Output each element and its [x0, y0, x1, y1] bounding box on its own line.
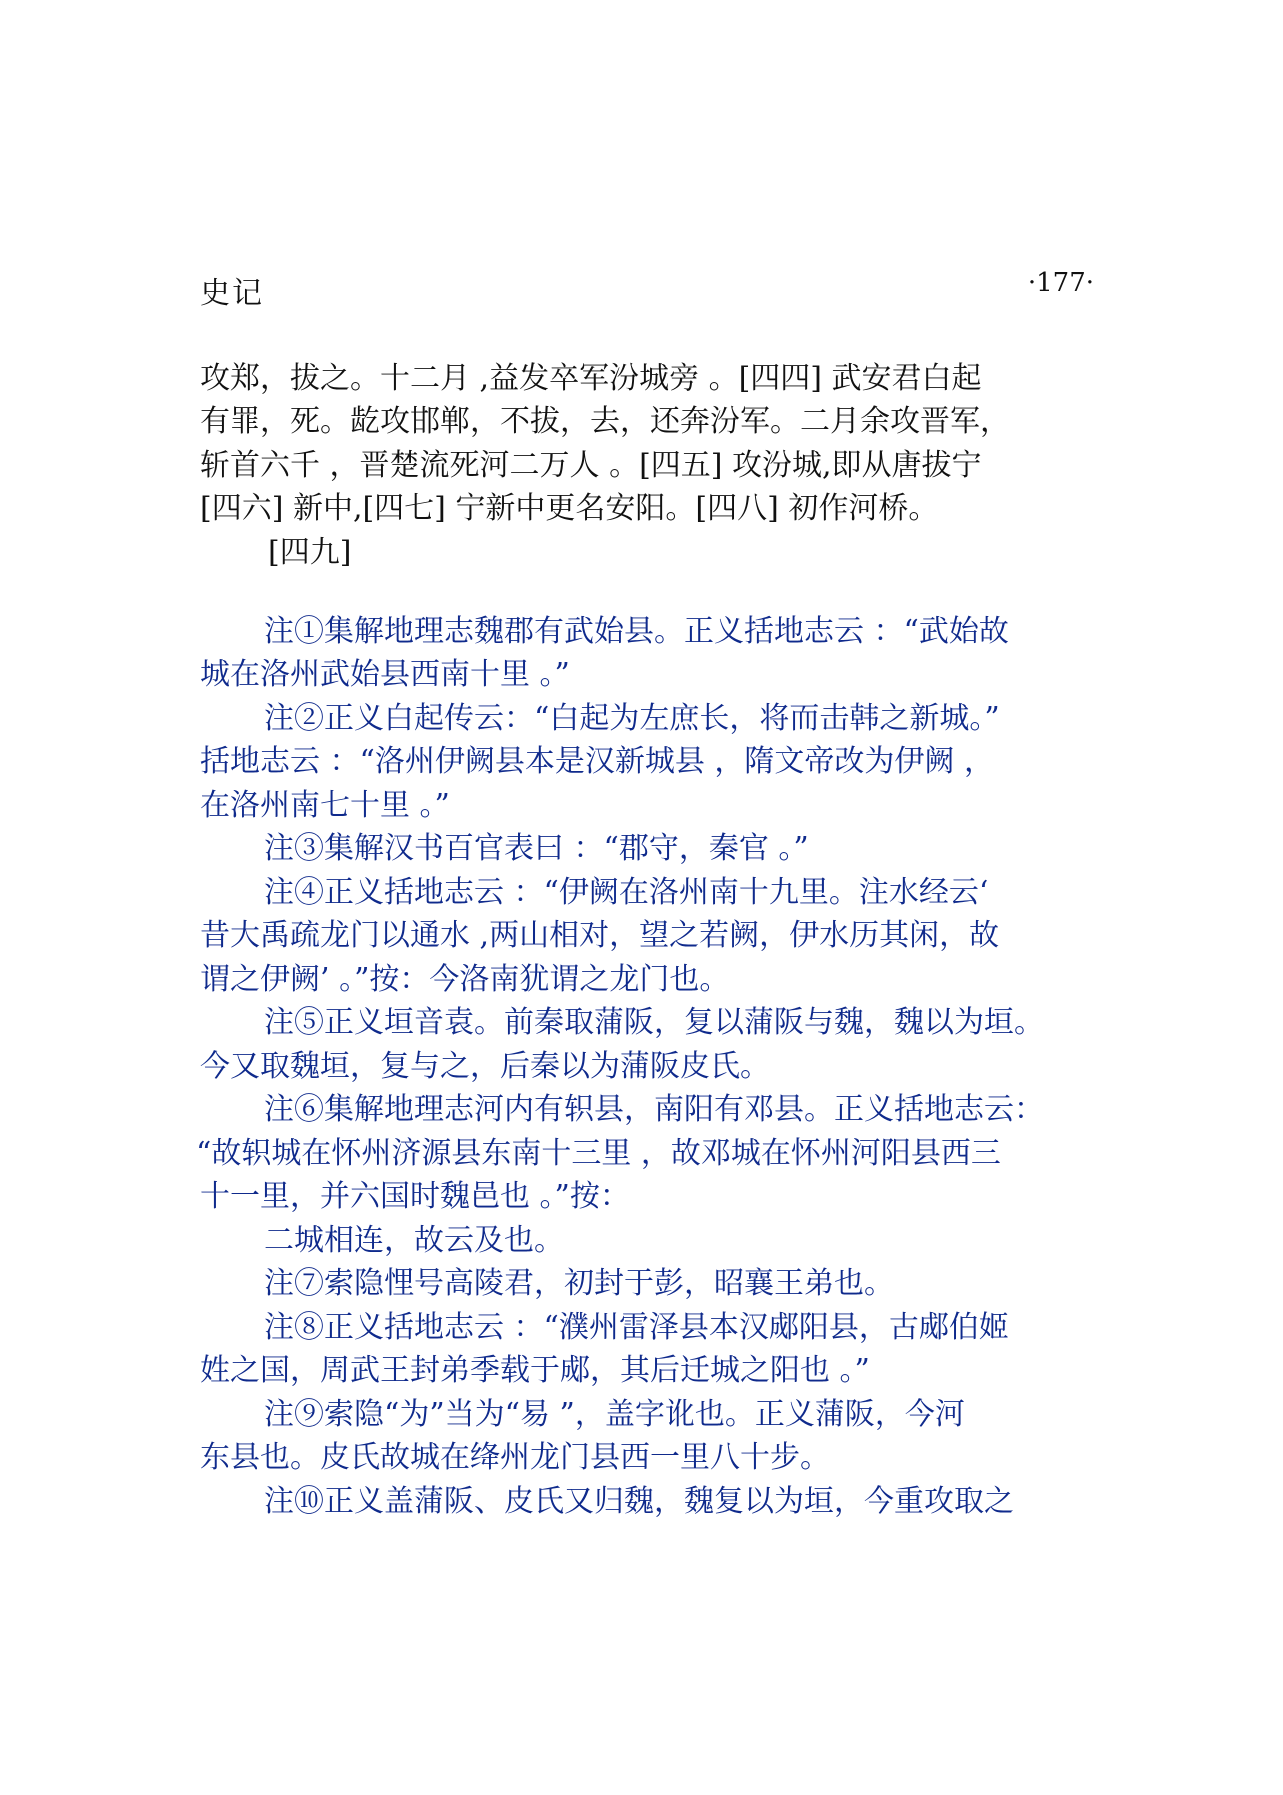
page-header: [200, 268, 1094, 312]
body-line: 斩首六千 ，晋楚流死河二万人 。[四五] 攻汾城,即从唐拔宁: [200, 448, 982, 483]
note-line: 东县也。皮氏故城在绛州龙门县西一里八十步。: [200, 1440, 830, 1475]
note-line: 注④正义括地志云 ：“伊阙在洛州南十九里。注水经云‘: [264, 875, 989, 910]
note-line: 谓之伊阙’ 。”按：今洛南犹谓之龙门也。: [200, 962, 730, 997]
note-line: 注⑤正义垣音袁。前秦取蒲阪，复以蒲阪与魏，魏以为垣。: [264, 1005, 1044, 1040]
note-line: 城在洛州武始县西南十里 。”: [200, 657, 570, 692]
body-line: [四六] 新中,[四七] 宁新中更名安阳。[四八] 初作河桥。: [200, 491, 939, 526]
body-line: [四九]: [268, 535, 352, 570]
note-line: 注⑧正义括地志云 ：“濮州雷泽县本汉郕阳县，古郕伯姬: [264, 1310, 1009, 1345]
book-title: 史记: [200, 276, 264, 311]
note-line: 注⑨索隐“为”当为“易 ”，盖字讹也。正义蒲阪，今河: [264, 1397, 965, 1432]
note-line: “故轵城在怀州济源县东南十三里 ，故邓城在怀州河阳县西三: [196, 1136, 1001, 1171]
note-line: 今又取魏垣，复与之，后秦以为蒲阪皮氏。: [200, 1049, 770, 1084]
page-number: ·177·: [1027, 268, 1094, 298]
note-line: 注③集解汉书百官表曰 ：“郡守，秦官 。”: [264, 831, 809, 866]
note-line: 在洛州南七十里 。”: [200, 788, 450, 823]
note-line: 注①集解地理志魏郡有武始县。正义括地志云 ：“武始故: [264, 614, 1009, 649]
note-line: 二城相连，故云及也。: [264, 1223, 564, 1258]
note-line: 注⑦索隐悝号高陵君，初封于彭，昭襄王弟也。: [264, 1266, 894, 1301]
body-line: 攻郑，拔之。十二月 ,益发卒军汾城旁 。[四四] 武安君白起: [200, 361, 982, 396]
note-line: 注⑥集解地理志河内有轵县，南阳有邓县。正义括地志云：: [264, 1092, 1044, 1127]
note-line: 姓之国，周武王封弟季载于郕，其后迁城之阳也 。”: [200, 1353, 870, 1388]
note-line: 注②正义白起传云：“白起为左庶长，将而击韩之新城。”: [264, 701, 1000, 736]
note-line: 昔大禹疏龙门以通水 ,两山相对，望之若阙，伊水历其闲，故: [200, 918, 1000, 953]
note-line: 括地志云 ：“洛州伊阙县本是汉新城县 ，隋文帝改为伊阙 ，: [200, 744, 994, 779]
note-line: 注⑩正义盖蒲阪、皮氏又归魏，魏复以为垣，今重攻取之: [264, 1484, 1014, 1519]
body-line: 有罪，死。龁攻邯郸，不拔，去，还奔汾军。二月余攻晋军，: [200, 404, 1010, 439]
note-line: 十一里，并六国时魏邑也 。”按：: [200, 1179, 630, 1214]
